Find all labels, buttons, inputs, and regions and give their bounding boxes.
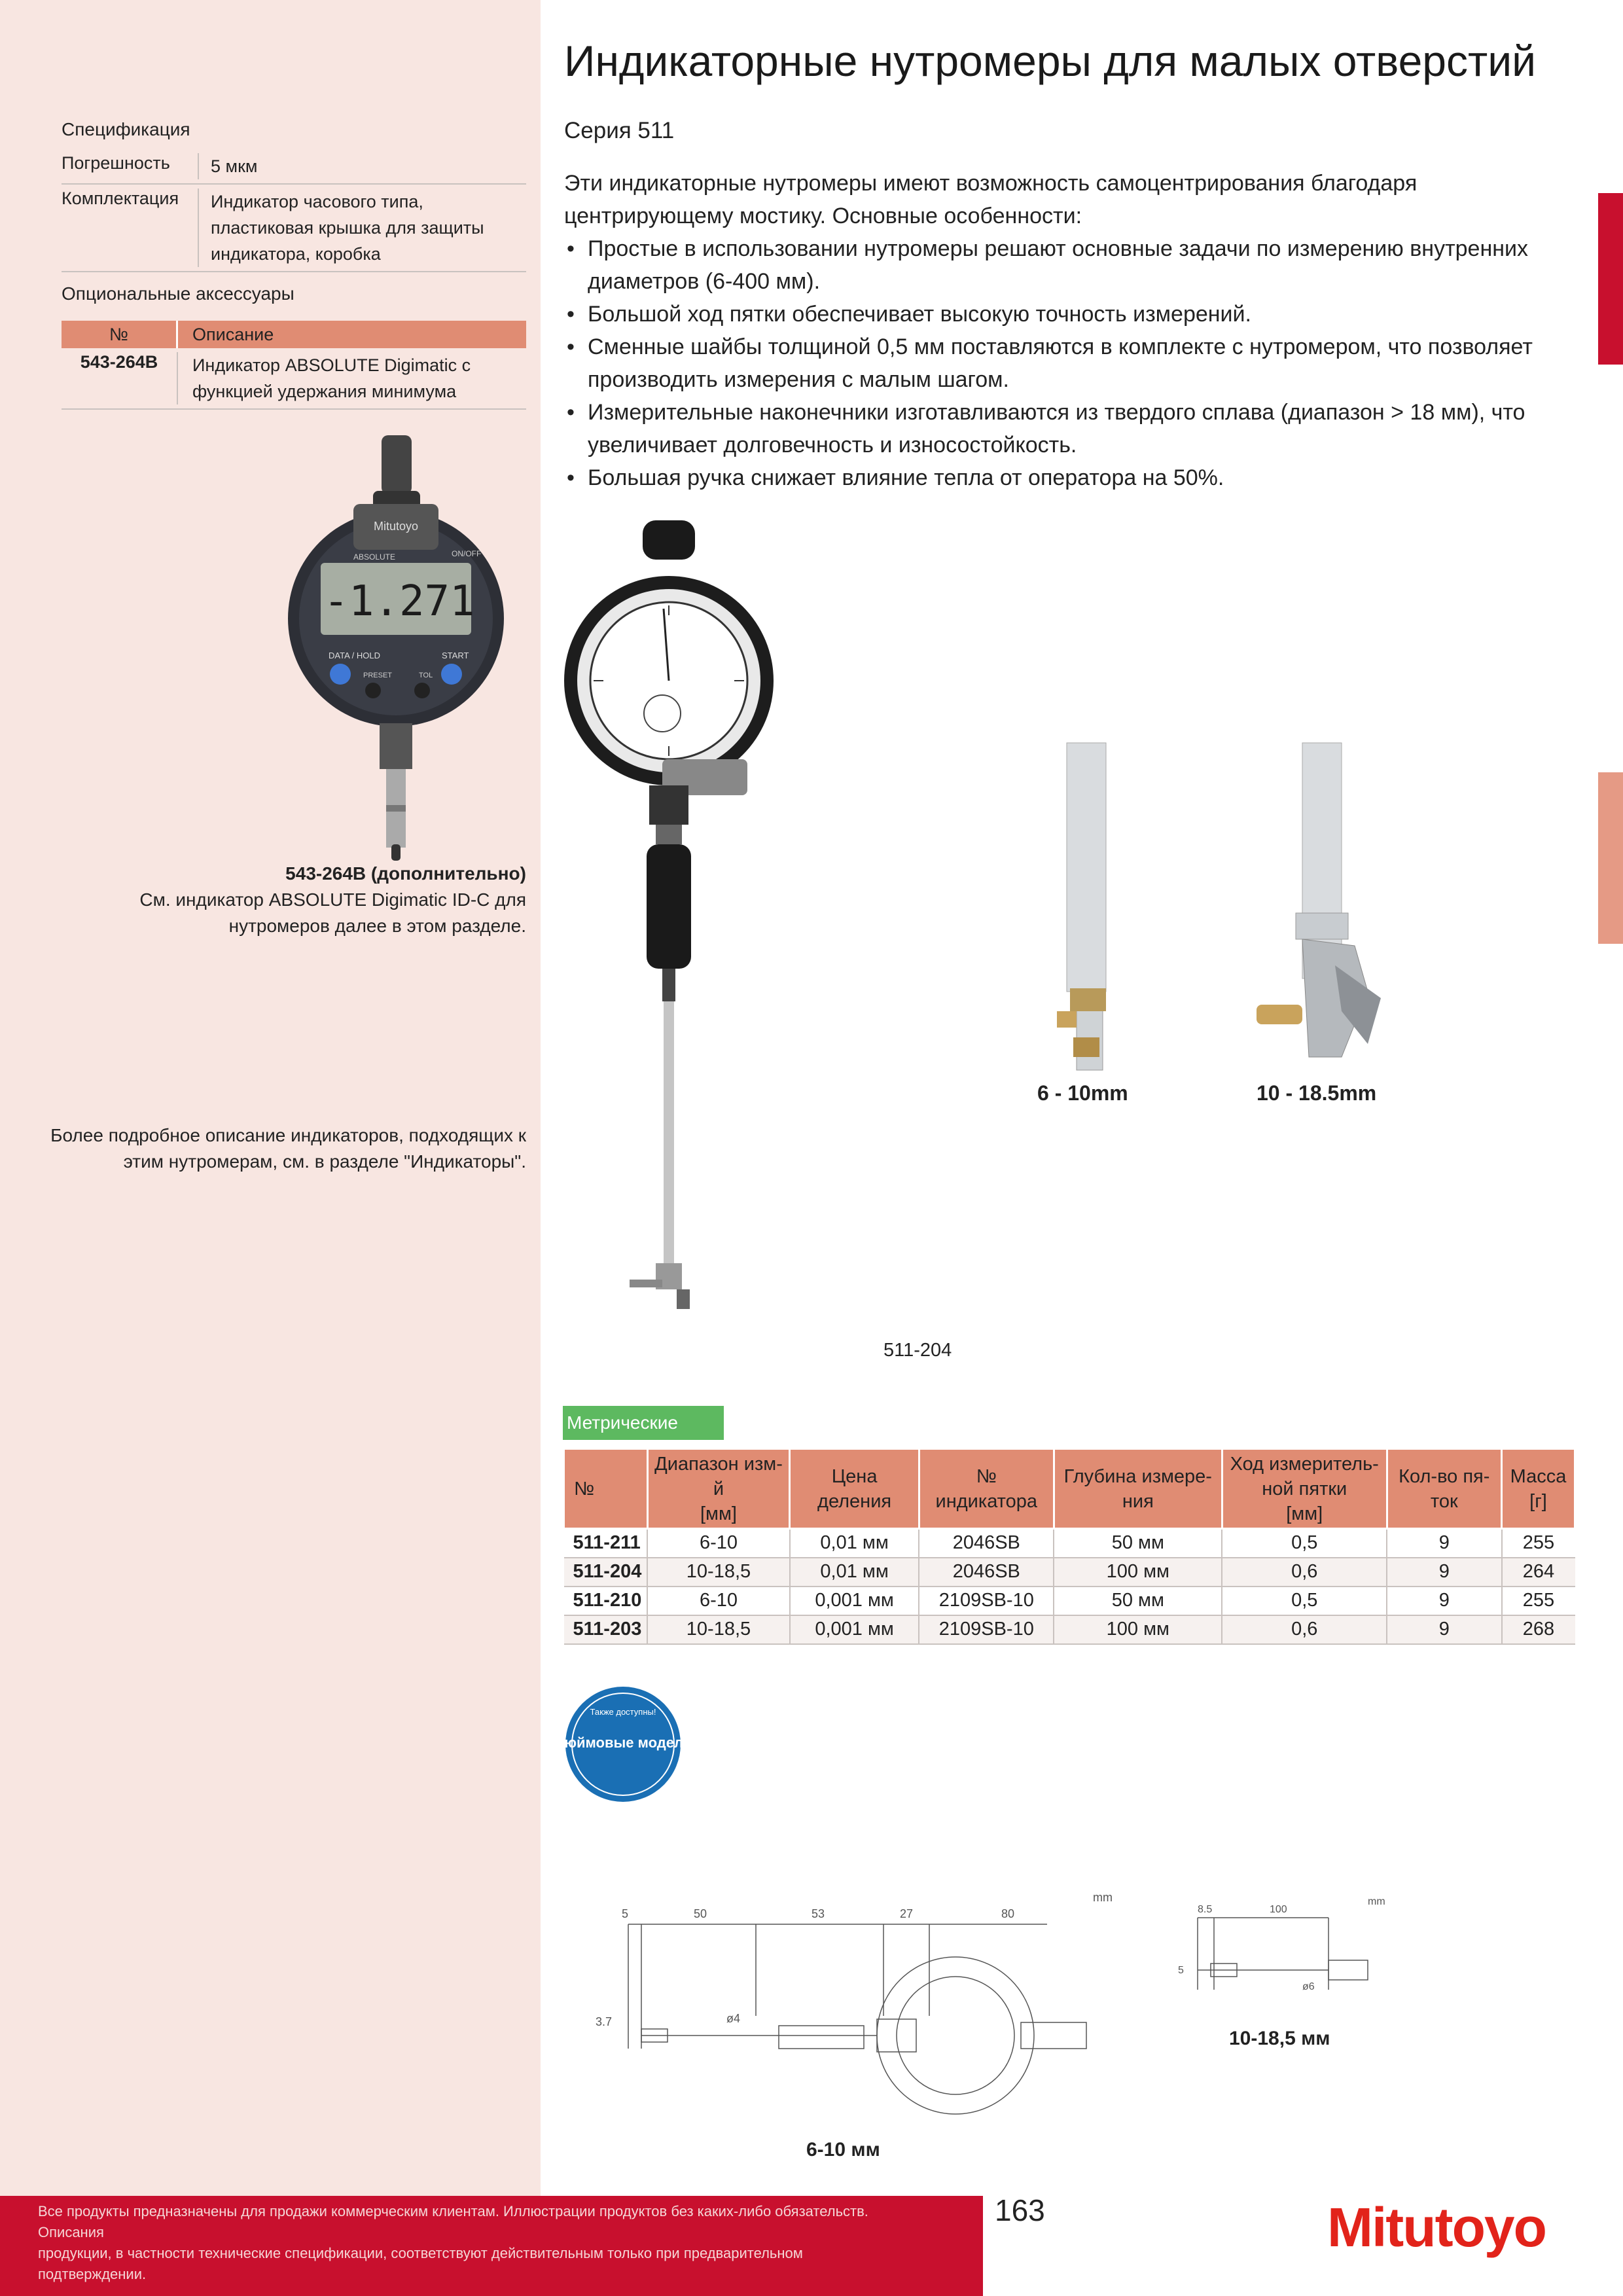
feature-item: • Большой ход пятки обеспечивает высокую точность измерений. [564,298,1572,331]
sidebar [0,0,541,2196]
cell: 6-10 [647,1529,790,1558]
acc-col-no: № [62,321,178,348]
cell: 10-18,5 [647,1615,790,1644]
note-line2: этим нутромерам, см. в разделе "Индикаторы". [123,1151,526,1172]
digital-tol: TOL [419,672,433,679]
col-header: Цена деления [790,1449,919,1529]
cell: 511-204 [564,1558,648,1587]
cell: 9 [1387,1615,1501,1644]
badge-main: Дюймовые модели [554,1734,692,1751]
bore-gauge-image [564,517,780,1342]
spec-value: 5 мкм [211,156,258,176]
gauge-caption: 511-204 [883,1340,952,1361]
cell: 10-18,5 [647,1558,790,1587]
cell: 0,001 мм [790,1615,919,1644]
spec-label: Погрешность [62,153,199,179]
table-row [564,1529,1575,1558]
table-row [564,1615,1575,1644]
inch-models-badge [554,1685,692,1803]
cell: 50 мм [1054,1587,1222,1615]
drawing1-dim: 53 [812,1907,825,1920]
col-header: Ход измеритель- ной пятки [мм] [1222,1449,1387,1529]
badge-top: Также доступны! [590,1707,656,1717]
acc-col-desc: Описание [192,324,274,344]
feature-item: • Простые в использовании нутромеры решают основные задачи по измерению внутренних диаметров (6-400 мм). [564,232,1572,298]
section-tab [1598,772,1623,944]
spec-grid-header-row [564,1449,1575,1529]
col-header: Кол-во пя- ток [1387,1449,1501,1529]
drawing1-caption: 6-10 мм [806,2139,880,2161]
spec-row [62,185,526,272]
digital-onoff: ON/OFF [452,549,482,558]
cell: 2109SB-10 [919,1587,1054,1615]
drawing1-dim: 5 [622,1907,629,1920]
drawing1-dim: 80 [1001,1907,1015,1920]
digital-sub: ABSOLUTE [353,552,396,562]
cell: 9 [1387,1587,1501,1615]
section-tab-active [1598,193,1623,365]
cell: 2046SB [919,1529,1054,1558]
cell: 0,01 мм [790,1558,919,1587]
features-list [564,232,1572,494]
digital-indicator-image [288,432,504,864]
indicator-caption-line3: нутромеров далее в этом разделе. [228,916,526,936]
table-row [564,1587,1575,1615]
cell: 0,001 мм [790,1587,919,1615]
feature-item: • Сменные шайбы толщиной 0,5 мм поставляются в комплекте с нутромером, что позволяет производить измерения с малым шагом. [564,331,1572,396]
cell: 9 [1387,1529,1501,1558]
accessories-table-header [62,321,526,348]
drawing2-dim: 8.5 [1198,1904,1213,1915]
digital-brand: Mitutoyo [373,520,419,533]
note-line1: Более подробное описание индикаторов, подходящих к [50,1125,526,1145]
cell: 0,5 [1222,1587,1387,1615]
col-header: Масса [г] [1502,1449,1575,1529]
footer-disclaimer [0,2196,983,2296]
col-header: Диапазон изм-й [мм] [647,1449,790,1529]
digital-start: START [442,651,469,660]
brand-logo: Mitutoyo [1327,2197,1546,2258]
cell: 0,6 [1222,1615,1387,1644]
spec-value: Индикатор часового типа, пластиковая крышка для защиты индикатора, коробка [211,192,484,264]
digital-preset: PRESET [363,672,393,679]
col-header: № [564,1449,648,1529]
cell: 255 [1502,1529,1575,1558]
tip-10-18-image [1230,730,1427,1129]
feature-item: • Измерительные наконечники изготавливаются из твердого сплава (диапазон > 18 мм), что увеличивает долговечность и износостойкость. [564,396,1572,461]
cell: 511-210 [564,1587,648,1615]
cell: 100 мм [1054,1558,1222,1587]
series-label: Серия 511 [564,118,675,143]
tip-6-10-image [988,730,1185,1129]
indicator-caption-line2: См. индикатор ABSOLUTE Digimatic ID-C для [139,889,526,910]
drawing2-unit: mm [1368,1896,1385,1907]
cell: 255 [1502,1587,1575,1615]
drawing2-dia: ø6 [1302,1981,1315,1992]
acc-no: 543-264B [62,352,178,404]
spec-table [62,149,526,272]
drawing1-dim: 50 [694,1907,707,1920]
spec-row [62,149,526,185]
acc-desc: Индикатор ABSOLUTE Digimatic с функцией удержания минимума [192,355,471,401]
spec-grid [563,1448,1576,1645]
cell: 264 [1502,1558,1575,1587]
tip-6-10-label: 6 - 10mm [1037,1081,1128,1105]
spec-heading: Спецификация [62,119,190,139]
cell: 6-10 [647,1587,790,1615]
intro-text: Эти индикаторные нутромеры имеют возможность самоцентрирования благодаря центрирующему мостику. Основные особенности: [564,171,1418,228]
drawing1-dia: ø4 [726,2012,741,2025]
cell: 0,01 мм [790,1529,919,1558]
feature-item: • Большая ручка снижает влияние тепла от оператора на 50%. [564,461,1572,494]
footer-text: Все продукты предназначены для продажи коммерческим клиентам. Иллюстрации продуктов без каких-либо обязательств. Описания продукции, в частности технические спецификации, соответствуют действительным только при предварительном подтверждении. [38,2203,868,2282]
cell: 511-211 [564,1529,648,1558]
cell: 0,5 [1222,1529,1387,1558]
drawing2-dim: 100 [1270,1904,1287,1915]
accessories-heading: Опциональные аксессуары [62,283,294,304]
metric-tag: Метрические [563,1406,724,1440]
dimension-drawing-6-10 [589,1885,1126,2108]
drawing2-caption: 10-18,5 мм [1229,2028,1330,2049]
drawing2-side: 5 [1178,1965,1184,1976]
cell: 268 [1502,1615,1575,1644]
cell: 100 мм [1054,1615,1222,1644]
cell: 50 мм [1054,1529,1222,1558]
cell: 2109SB-10 [919,1615,1054,1644]
accessories-table [62,321,526,410]
tip-10-18-label: 10 - 18.5mm [1257,1081,1377,1105]
page-title: Индикаторные нутромеры для малых отверстий [564,37,1536,85]
table-row [564,1558,1575,1587]
col-header: № индикатора [919,1449,1054,1529]
accessories-row [62,348,526,410]
cell: 511-203 [564,1615,648,1644]
indicator-caption-title: 543-264B (дополнительно) [285,863,526,884]
cell: 2046SB [919,1558,1054,1587]
drawing1-dim: 27 [900,1907,914,1920]
col-header: Глубина измере- ния [1054,1449,1222,1529]
digital-datahold: DATA / HOLD [329,651,380,660]
spec-label: Комплектация [62,188,199,267]
drawing1-unit: mm [1093,1891,1113,1904]
cell: 0,6 [1222,1558,1387,1587]
digital-readout: -1.271 [323,577,475,626]
cell: 9 [1387,1558,1501,1587]
dimension-drawing-10-18 [1171,1892,1400,2022]
drawing1-side: 3.7 [596,2015,613,2028]
page-number: 163 [995,2193,1045,2227]
